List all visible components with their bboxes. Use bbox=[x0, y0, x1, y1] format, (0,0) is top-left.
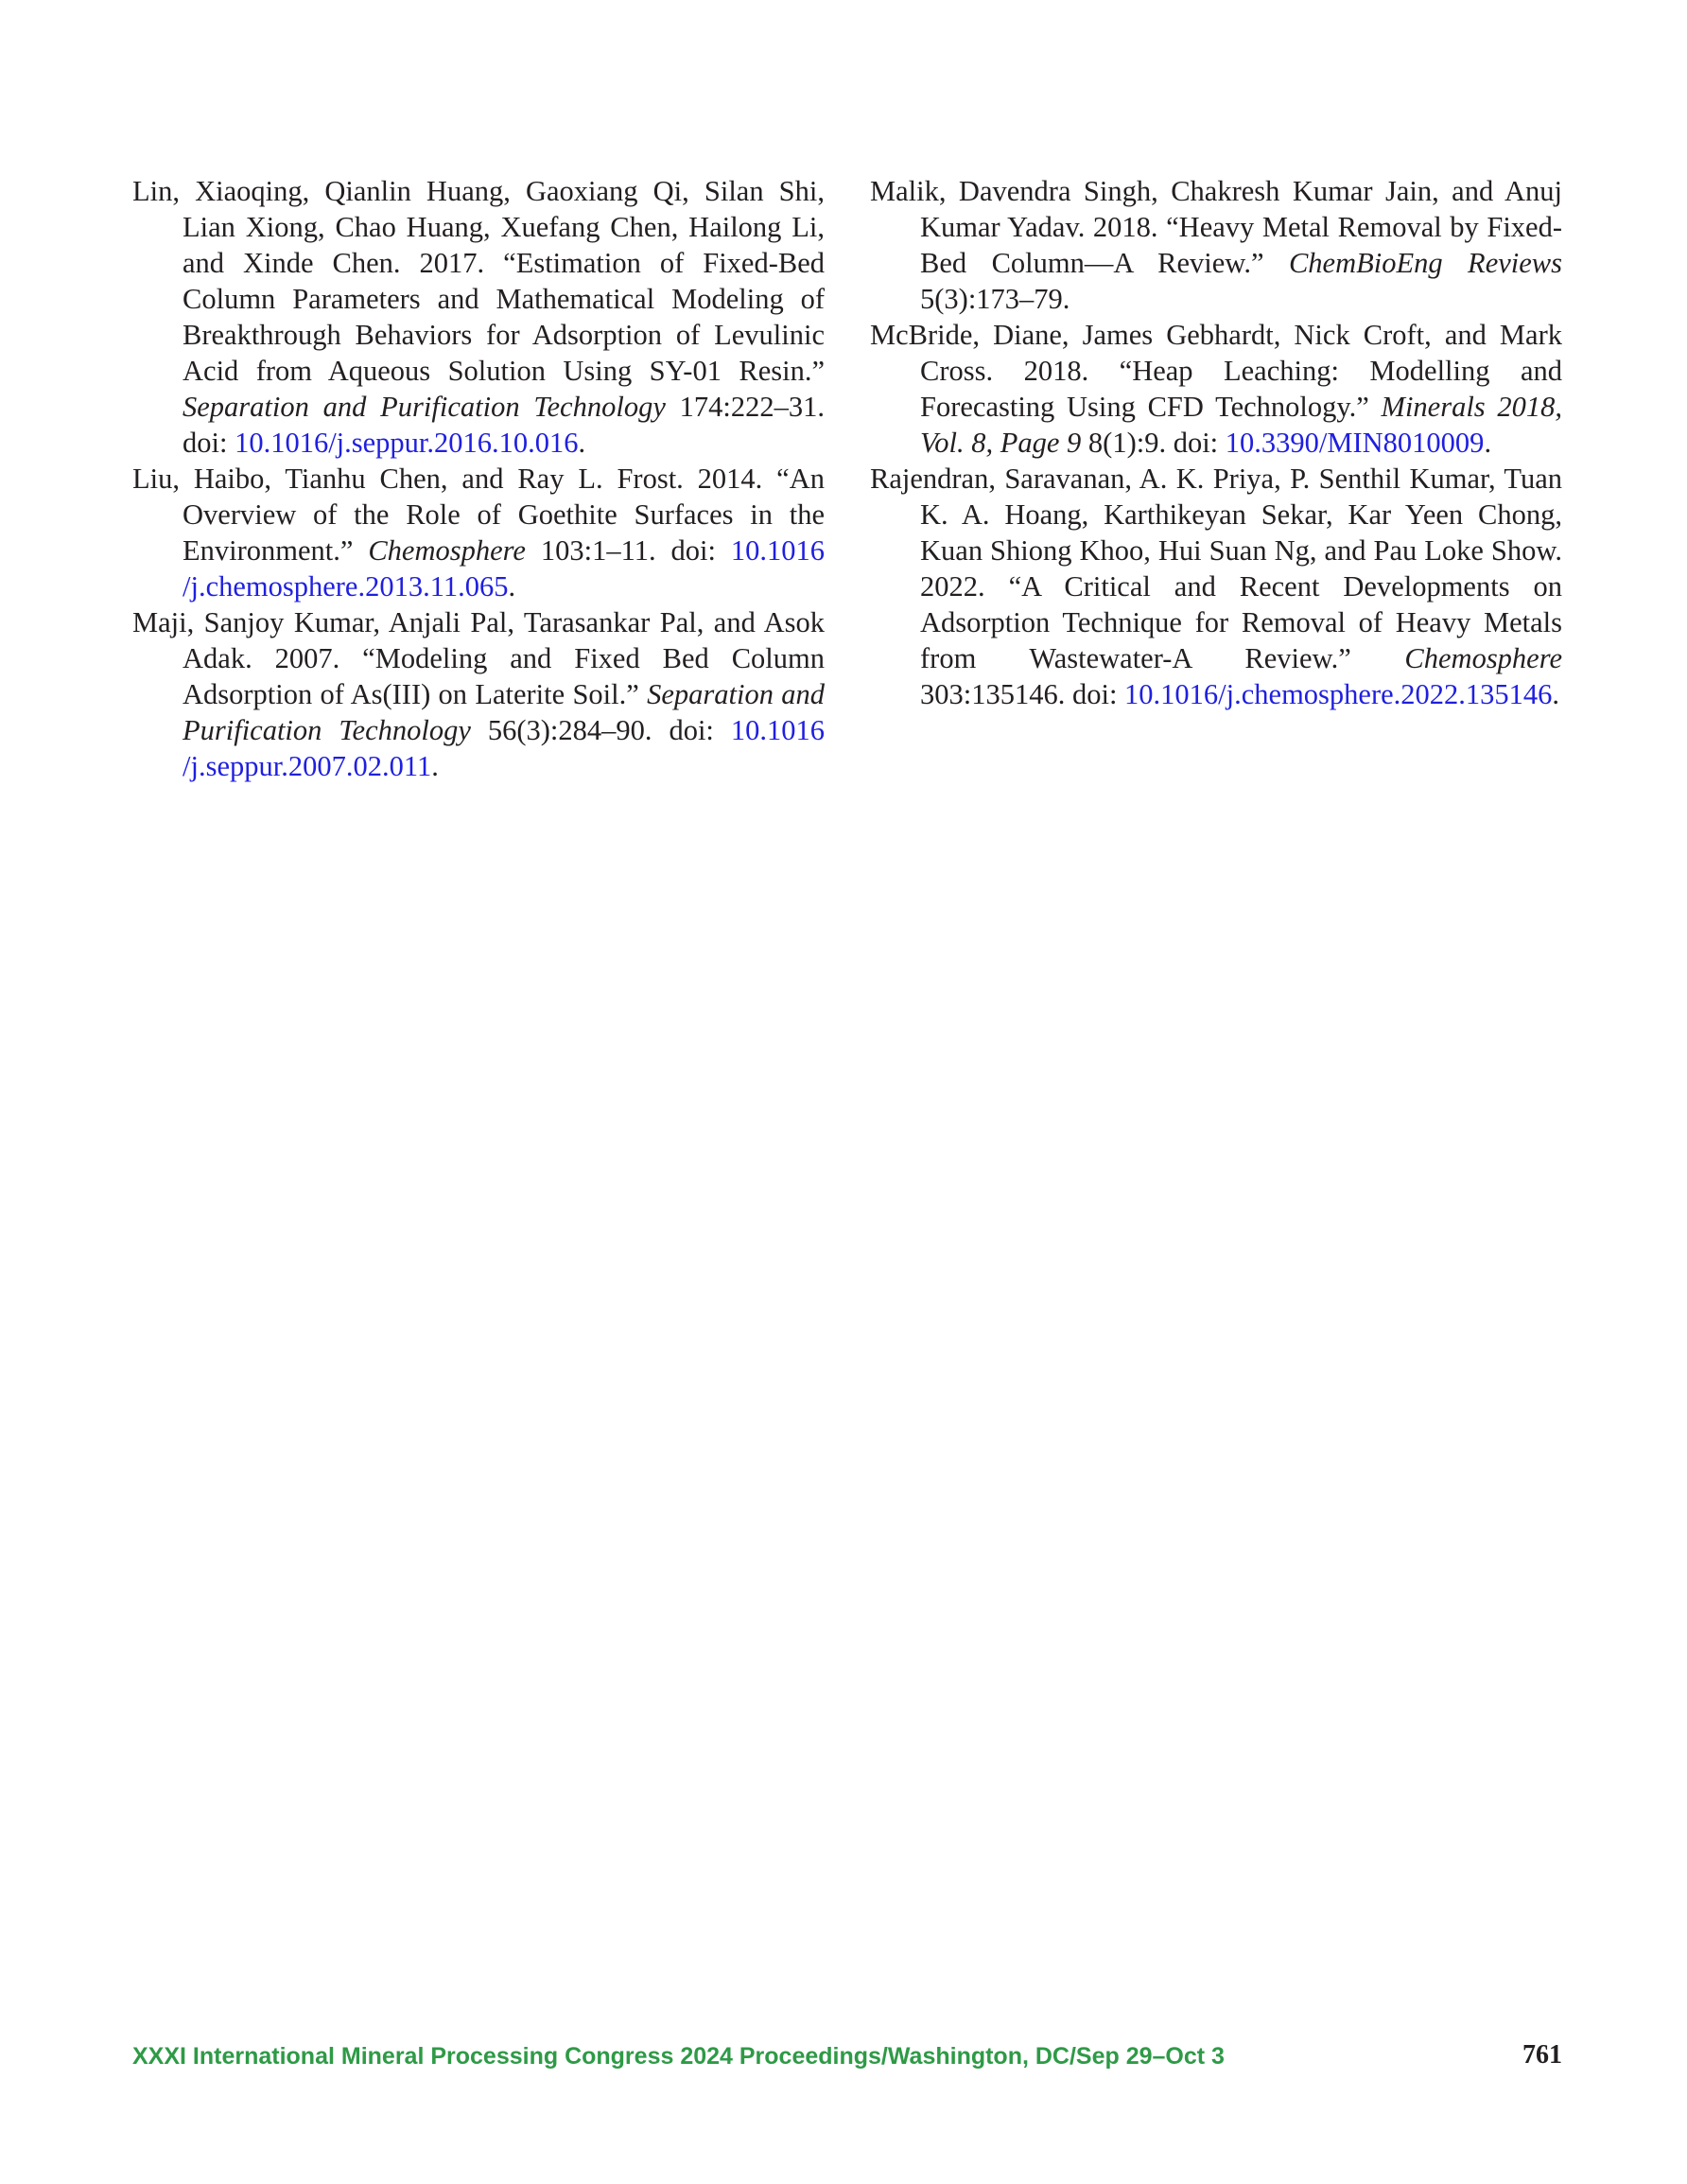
reference-text: 56(3):284–90. doi: bbox=[470, 714, 731, 746]
doi-link[interactable]: 10.3390/MIN8010009 bbox=[1225, 427, 1485, 459]
doi-link[interactable]: 10.1016 /j.seppur.2007.02.011 bbox=[183, 714, 825, 782]
reference-text: 103:1–11. doi: bbox=[525, 534, 731, 567]
footer-proceedings-title: XXXI International Mineral Processing Congress 2024 Proceedings/Washington, DC/Sep 29–Oct 3 bbox=[132, 2043, 1225, 2070]
reference-journal: Chemosphere bbox=[368, 534, 526, 567]
reference-text: 5(3):173–79. bbox=[920, 283, 1070, 315]
reference-entry-maji bbox=[132, 604, 825, 784]
reference-text: Rajendran, Saravanan, A. K. Priya, P. Senthil Kumar, Tuan K. A. Hoang, Karthikeyan Sekar, Kar Yeen Chong, Kuan Shiong Khoo, Hui Suan Ng, and Pau Loke Show. 2022. “A Critical and Recent Developments on Adsorption Technique for Removal of Heavy Metals from Wastewater-A Review.” bbox=[870, 463, 1562, 674]
reference-text: 8(1):9. doi: bbox=[1081, 427, 1226, 459]
reference-entry-liu bbox=[132, 461, 825, 604]
reference-text: Liu, Haibo, Tianhu Chen, and Ray L. Frost. 2014. “An Overview of the Role of Goethite Surfaces in the Environment.” bbox=[132, 463, 825, 567]
doi-link[interactable]: 10.1016 /j.chemosphere.2013.11.065 bbox=[183, 534, 825, 603]
reference-end: . bbox=[431, 750, 439, 782]
reference-text: Malik, Davendra Singh, Chakresh Kumar Jain, and Anuj Kumar Yadav. 2018. “Heavy Metal Removal by Fixed-Bed Column—A Review.” bbox=[870, 175, 1562, 279]
reference-text: McBride, Diane, James Gebhardt, Nick Croft, and Mark Cross. 2018. “Heap Leaching: Modelling and Forecasting Using CFD Technology.” bbox=[870, 319, 1562, 423]
reference-journal: Chemosphere bbox=[1404, 642, 1562, 674]
reference-entry-rajendran bbox=[870, 461, 1562, 712]
reference-journal: Minerals 2018, Vol. 8, Page 9 bbox=[920, 391, 1562, 459]
doi-link[interactable]: 10.1016/j.seppur.2016.10.016 bbox=[235, 427, 579, 459]
reference-journal: Separation and Purification Technology bbox=[183, 678, 825, 746]
reference-entry-lin bbox=[132, 173, 825, 461]
reference-end: . bbox=[578, 427, 586, 459]
reference-text: Maji, Sanjoy Kumar, Anjali Pal, Tarasankar Pal, and Asok Adak. 2007. “Modeling and Fixed Bed Column Adsorption of As(III) on Laterite Soil.” bbox=[132, 606, 825, 710]
reference-journal: Separation and Purification Technology bbox=[183, 391, 666, 423]
reference-end: . bbox=[1484, 427, 1492, 459]
reference-text: Lin, Xiaoqing, Qianlin Huang, Gaoxiang Qi, Silan Shi, Lian Xiong, Chao Huang, Xuefang Chen, Hailong Li, and Xinde Chen. 2017. “Estimation of Fixed-Bed Column Parameters and Mathematical Modeling of Breakthrough Behaviors for Adsorption of Levulinic Acid from Aqueous Solution Using SY-01 Resin.” bbox=[132, 175, 825, 387]
reference-entry-mcbride bbox=[870, 317, 1562, 461]
reference-text: 303:135146. doi: bbox=[920, 678, 1125, 710]
reference-column-right bbox=[870, 173, 1562, 712]
reference-text: 174:222–31. doi: bbox=[183, 391, 825, 459]
page-footer bbox=[132, 2040, 1562, 2081]
doi-link[interactable]: 10.1016/j.chemosphere.2022.135146 bbox=[1124, 678, 1553, 710]
reference-end: . bbox=[1552, 678, 1560, 710]
reference-entry-malik bbox=[870, 173, 1562, 317]
reference-column-left bbox=[132, 173, 825, 784]
reference-end: . bbox=[508, 570, 516, 603]
page-number: 761 bbox=[1522, 2040, 1562, 2070]
reference-journal: ChemBioEng Reviews bbox=[1288, 247, 1562, 279]
